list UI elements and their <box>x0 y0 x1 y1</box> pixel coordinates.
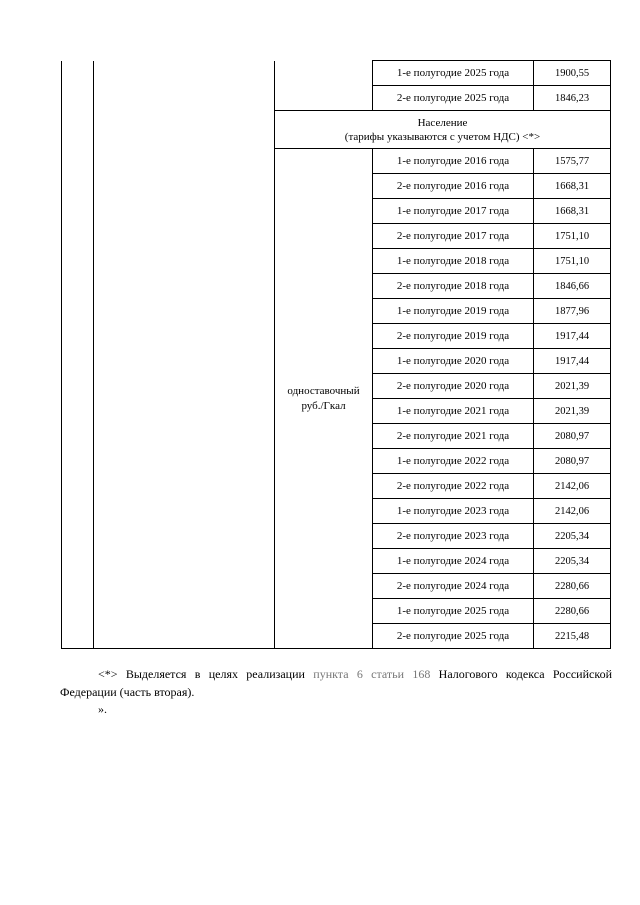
period-cell: 1-е полугодие 2017 года <box>373 199 534 224</box>
value-cell: 1668,31 <box>534 174 611 199</box>
period-cell: 1-е полугодие 2020 года <box>373 349 534 374</box>
period-cell: 2-е полугодие 2017 года <box>373 224 534 249</box>
value-cell: 2142,06 <box>534 474 611 499</box>
value-cell: 1575,77 <box>534 149 611 174</box>
footnote-text: <*> Выделяется в целях реализации <box>98 667 314 681</box>
period-cell: 2-е полугодие 2025 года <box>373 86 534 111</box>
value-cell: 1668,31 <box>534 199 611 224</box>
value-cell: 1846,66 <box>534 274 611 299</box>
period-cell: 1-е полугодие 2021 года <box>373 399 534 424</box>
value-cell: 1917,44 <box>534 349 611 374</box>
period-cell: 1-е полугодие 2025 года <box>373 61 534 86</box>
section-header <box>275 111 611 149</box>
period-cell: 1-е полугодие 2016 года <box>373 149 534 174</box>
column-number-cell <box>62 61 94 649</box>
value-cell: 1751,10 <box>534 224 611 249</box>
value-cell: 1751,10 <box>534 249 611 274</box>
value-cell: 2021,39 <box>534 374 611 399</box>
value-cell: 2080,97 <box>534 424 611 449</box>
value-cell: 1917,44 <box>534 324 611 349</box>
value-cell: 2080,97 <box>534 449 611 474</box>
column-unit-cell-continued <box>275 61 373 111</box>
period-cell: 1-е полугодие 2025 года <box>373 599 534 624</box>
unit-measure: руб./Гкал <box>301 399 346 412</box>
footnote-law-link[interactable]: пункта 6 статьи 168 <box>313 667 431 681</box>
period-cell: 2-е полугодие 2021 года <box>373 424 534 449</box>
value-cell: 2205,34 <box>534 549 611 574</box>
value-cell: 2205,34 <box>534 524 611 549</box>
period-cell: 2-е полугодие 2024 года <box>373 574 534 599</box>
period-cell: 1-е полугодие 2023 года <box>373 499 534 524</box>
value-cell: 1877,96 <box>534 299 611 324</box>
table-row <box>62 61 611 86</box>
value-cell: 2021,39 <box>534 399 611 424</box>
period-cell: 2-е полугодие 2025 года <box>373 624 534 649</box>
value-cell: 2215,48 <box>534 624 611 649</box>
value-cell: 2280,66 <box>534 574 611 599</box>
footnote-text-end: Налогового кодекса Российской Федерации (часть вторая). <box>60 667 612 699</box>
period-cell: 1-е полугодие 2022 года <box>373 449 534 474</box>
period-cell: 1-е полугодие 2024 года <box>373 549 534 574</box>
value-cell: 2280,66 <box>534 599 611 624</box>
section-header-subtitle: (тарифы указываются с учетом НДС) <*> <box>344 130 541 143</box>
column-name-cell <box>94 61 275 649</box>
value-cell: 1846,23 <box>534 86 611 111</box>
period-cell: 1-е полугодие 2018 года <box>373 249 534 274</box>
value-cell: 2142,06 <box>534 499 611 524</box>
period-cell: 1-е полугодие 2019 года <box>373 299 534 324</box>
period-cell: 2-е полугодие 2018 года <box>373 274 534 299</box>
unit-cell <box>275 149 373 649</box>
unit-rate-type: одноставочный <box>287 384 360 397</box>
tariff-table <box>61 60 611 649</box>
footnote <box>60 665 612 701</box>
period-cell: 2-е полугодие 2020 года <box>373 374 534 399</box>
closing-quote: ». <box>98 702 107 716</box>
value-cell: 1900,55 <box>534 61 611 86</box>
period-cell: 2-е полугодие 2019 года <box>373 324 534 349</box>
section-header-title: Население <box>417 116 468 129</box>
period-cell: 2-е полугодие 2023 года <box>373 524 534 549</box>
period-cell: 2-е полугодие 2016 года <box>373 174 534 199</box>
period-cell: 2-е полугодие 2022 года <box>373 474 534 499</box>
